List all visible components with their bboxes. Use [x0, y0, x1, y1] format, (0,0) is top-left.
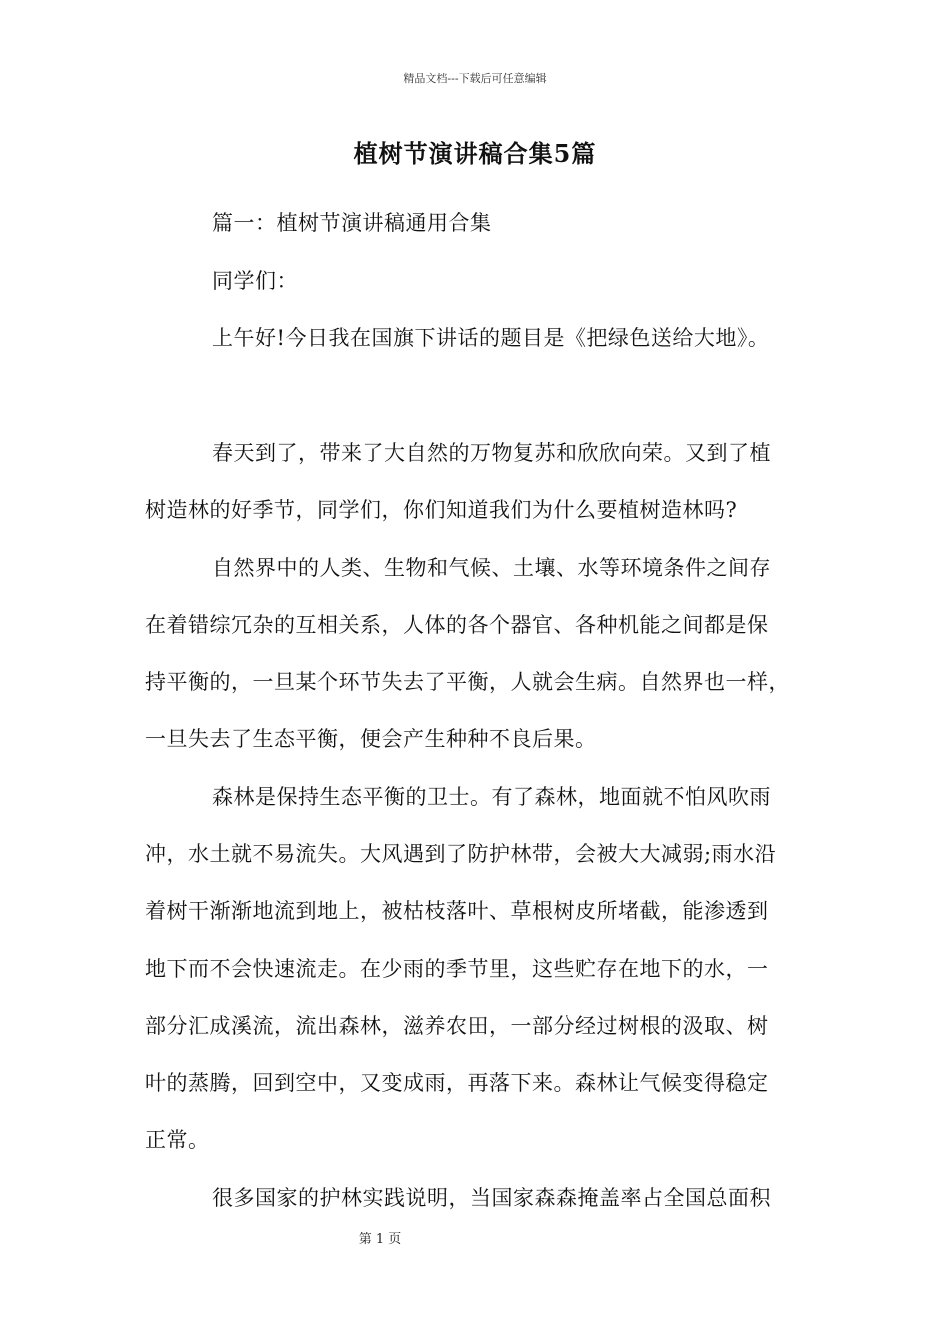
body-line: 叶的蒸腾，回到空中，又变成雨，再落下来。森林让气候变得稳定: [145, 1071, 769, 1095]
body-line: 一旦失去了生态平衡，便会产生种种不良后果。: [145, 727, 597, 751]
header-note: 精品文档---下载后可任意编辑: [403, 72, 547, 85]
body-line: 正常。: [145, 1128, 210, 1152]
body-line: 森林是保持生态平衡的卫士。有了森林，地面就不怕风吹雨: [212, 785, 771, 809]
page-title: 植树节演讲稿合集5篇: [353, 139, 597, 168]
body-line: 着树干渐渐地流到地上，被枯枝落叶、草根树皮所堵截，能渗透到: [145, 899, 769, 923]
body-line: 自然界中的人类、生物和气候、土壤、水等环境条件之间存: [212, 556, 771, 580]
body-line: 在着错综冗杂的互相关系，人体的各个器官、各种机能之间都是保: [145, 613, 769, 637]
body-line: 上午好!今日我在国旗下讲话的题目是《把绿色送给大地》。: [212, 326, 770, 350]
body-line: 春天到了，带来了大自然的万物复苏和欣欣向荣。又到了植: [212, 441, 771, 465]
body-line: 树造林的好季节，同学们，你们知道我们为什么要植树造林吗?: [145, 498, 738, 522]
body-line: 持平衡的，一旦某个环节失去了平衡，人就会生病。自然界也一样，: [145, 670, 790, 694]
body-line: 地下而不会快速流走。在少雨的季节里，这些贮存在地下的水，一: [145, 957, 769, 981]
body-line: 部分汇成溪流，流出森林，滋养农田，一部分经过树根的汲取、树: [145, 1014, 769, 1038]
body-line: 很多国家的护林实践说明，当国家森森掩盖率占全国总面积: [212, 1186, 771, 1210]
body-line: 冲，水土就不易流失。大风遇到了防护林带，会被大大减弱;雨水沿: [145, 842, 777, 866]
section-heading: 篇一：植树节演讲稿通用合集: [212, 211, 492, 235]
page-number: 第 1 页: [358, 1232, 402, 1247]
greeting: 同学们：: [212, 269, 298, 293]
